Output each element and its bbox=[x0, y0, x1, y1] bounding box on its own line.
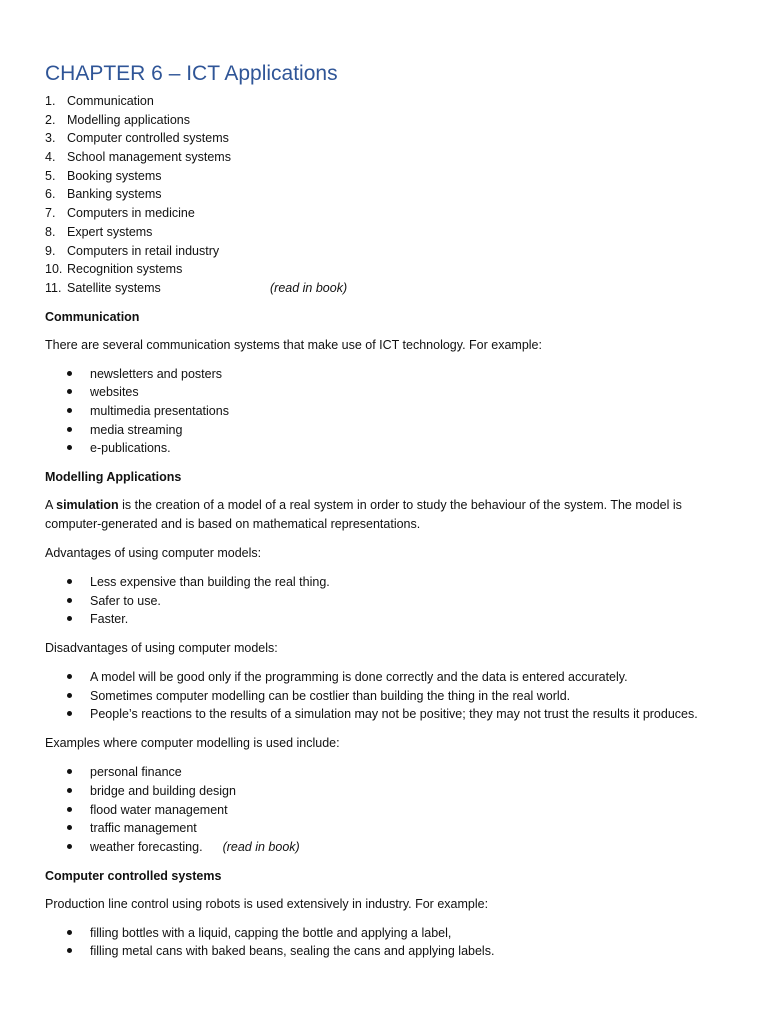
read-in-book-note: (read in book) bbox=[270, 280, 348, 295]
list-label: School management systems bbox=[67, 150, 231, 165]
list-item bbox=[45, 687, 725, 706]
bullet-icon bbox=[67, 769, 72, 774]
read-in-book-note: (read in book) bbox=[222, 839, 300, 854]
list-label: personal finance bbox=[90, 765, 182, 780]
list-item bbox=[45, 279, 725, 298]
list-item bbox=[45, 92, 725, 111]
bullet-icon bbox=[67, 579, 72, 584]
list-label: e-publications. bbox=[90, 441, 171, 456]
list-label: multimedia presentations bbox=[90, 403, 229, 418]
list-number: 4. bbox=[45, 150, 56, 165]
list-label: Recognition systems bbox=[67, 262, 183, 277]
list-item bbox=[45, 924, 725, 943]
list-number: 5. bbox=[45, 168, 56, 183]
section-heading-controlled: Computer controlled systems bbox=[45, 868, 222, 883]
bullet-icon bbox=[67, 844, 72, 849]
bullet-icon bbox=[67, 948, 72, 953]
list-label: media streaming bbox=[90, 422, 183, 437]
list-label: People’s reactions to the results of a simulation may not be positive; they may not trust the results it produces. bbox=[90, 707, 698, 722]
list-label: Computers in retail industry bbox=[67, 243, 220, 258]
advantages-list bbox=[45, 573, 725, 629]
list-number: 8. bbox=[45, 224, 56, 239]
list-item bbox=[45, 402, 725, 421]
list-label: weather forecasting. bbox=[90, 839, 203, 854]
bullet-icon bbox=[67, 389, 72, 394]
list-item bbox=[45, 421, 725, 440]
list-item bbox=[45, 383, 725, 402]
list-label: Modelling applications bbox=[67, 112, 190, 127]
list-item bbox=[45, 185, 725, 204]
list-label: Banking systems bbox=[67, 187, 162, 202]
bullet-icon bbox=[67, 788, 72, 793]
list-item bbox=[45, 111, 725, 130]
bullet-icon bbox=[67, 674, 72, 679]
list-item bbox=[45, 129, 725, 148]
list-item bbox=[45, 260, 725, 279]
bullet-icon bbox=[67, 807, 72, 812]
list-item bbox=[45, 668, 725, 687]
bullet-icon bbox=[67, 693, 72, 698]
list-label: filling bottles with a liquid, capping the bottle and applying a label, bbox=[90, 925, 452, 940]
list-label: newsletters and posters bbox=[90, 366, 223, 381]
examples-intro: Examples where computer modelling is used include: bbox=[45, 736, 340, 751]
list-number: 3. bbox=[45, 131, 56, 146]
list-item bbox=[45, 942, 725, 961]
document-content bbox=[45, 60, 725, 961]
list-number: 6. bbox=[45, 187, 56, 202]
list-item bbox=[45, 439, 725, 458]
list-number: 9. bbox=[45, 243, 56, 258]
list-item bbox=[45, 242, 725, 261]
list-label: Faster. bbox=[90, 612, 129, 627]
bullet-icon bbox=[67, 930, 72, 935]
list-item bbox=[45, 801, 725, 820]
controlled-intro: Production line control using robots is used extensively in industry. For example: bbox=[45, 896, 489, 911]
simulation-description: is the creation of a model of a real system in order to study the behaviour of the system. The model is computer-generated and is based on mathematical representations. bbox=[45, 498, 682, 531]
bullet-icon bbox=[67, 598, 72, 603]
list-label: Communication bbox=[67, 94, 154, 108]
list-label: Sometimes computer modelling can be costlier than building the thing in the real world. bbox=[90, 688, 571, 703]
list-item bbox=[45, 573, 725, 592]
communication-list bbox=[45, 365, 725, 458]
communication-intro: There are several communication systems that make use of ICT technology. For example: bbox=[45, 337, 542, 352]
bullet-icon bbox=[67, 445, 72, 450]
list-item bbox=[45, 705, 725, 724]
examples-list bbox=[45, 763, 725, 856]
list-item bbox=[45, 838, 725, 857]
controlled-list bbox=[45, 924, 725, 961]
disadvantages-intro: Disadvantages of using computer models: bbox=[45, 641, 278, 656]
list-item bbox=[45, 148, 725, 167]
list-label: traffic management bbox=[90, 821, 197, 836]
list-number: 11. bbox=[45, 280, 62, 295]
list-number: 1. bbox=[45, 94, 56, 108]
simulation-prefix: A bbox=[45, 498, 57, 512]
list-label: websites bbox=[90, 385, 139, 400]
simulation-definition bbox=[45, 496, 725, 534]
list-label: Computers in medicine bbox=[67, 206, 195, 221]
list-item bbox=[45, 167, 725, 186]
list-number: 7. bbox=[45, 206, 56, 221]
list-label: filling metal cans with baked beans, sealing the cans and applying labels. bbox=[90, 944, 495, 959]
list-label: Booking systems bbox=[67, 168, 162, 183]
list-label: Safer to use. bbox=[90, 593, 161, 608]
list-item bbox=[45, 782, 725, 801]
list-item bbox=[45, 610, 725, 629]
list-item bbox=[45, 763, 725, 782]
list-item bbox=[45, 223, 725, 242]
list-item bbox=[45, 819, 725, 838]
list-label: Less expensive than building the real thing. bbox=[90, 575, 330, 589]
list-label: Computer controlled systems bbox=[67, 131, 229, 146]
page-title: CHAPTER 6 – ICT Applications bbox=[45, 62, 338, 85]
bullet-icon bbox=[67, 371, 72, 376]
bullet-icon bbox=[67, 408, 72, 413]
advantages-intro: Advantages of using computer models: bbox=[45, 546, 262, 560]
list-number: 2. bbox=[45, 112, 56, 127]
bullet-icon bbox=[67, 427, 72, 432]
list-label: bridge and building design bbox=[90, 783, 236, 798]
list-item bbox=[45, 365, 725, 384]
list-item bbox=[45, 592, 725, 611]
list-label: Expert systems bbox=[67, 224, 153, 239]
section-heading-communication: Communication bbox=[45, 309, 140, 324]
list-number: 10. bbox=[45, 262, 63, 277]
list-label: Satellite systems bbox=[67, 280, 161, 295]
disadvantages-list bbox=[45, 668, 725, 724]
chapter-topic-list bbox=[45, 92, 725, 298]
list-item bbox=[45, 204, 725, 223]
list-label: flood water management bbox=[90, 802, 228, 817]
bullet-icon bbox=[67, 616, 72, 621]
simulation-term: simulation bbox=[56, 498, 119, 512]
bullet-icon bbox=[67, 825, 72, 830]
bullet-icon bbox=[67, 711, 72, 716]
list-label: A model will be good only if the programming is done correctly and the data is entered accurately. bbox=[90, 670, 628, 685]
section-heading-modelling: Modelling Applications bbox=[45, 470, 182, 484]
